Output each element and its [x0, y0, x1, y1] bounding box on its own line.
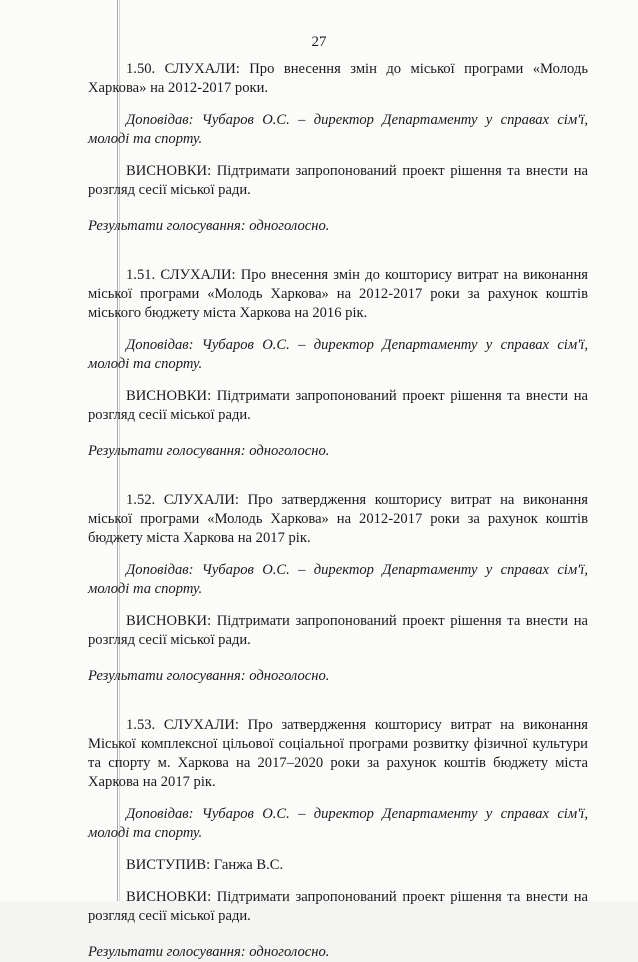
minutes-content	[88, 60, 588, 962]
item-1-50-voting: Результати голосування: одноголосно.	[88, 218, 330, 234]
item-1-53-speaker: ВИСТУПИВ: Ганжа В.С.	[126, 857, 284, 873]
item-1-53-conclusions: ВИСНОВКИ: Підтримати запропонований проект рішення та внести на розгляд сесії міської ради.	[88, 889, 588, 924]
item-1-53-reporter: Доповідав: Чубаров О.С. – директор Департаменту у справах сім'ї, молоді та спорту.	[88, 806, 588, 841]
item-1-51-conclusions: ВИСНОВКИ: Підтримати запропонований проект рішення та внести на розгляд сесії міської ради.	[88, 388, 588, 423]
item-1-51-voting: Результати голосування: одноголосно.	[88, 443, 330, 459]
item-1-50-reporter: Доповідав: Чубаров О.С. – директор Департаменту у справах сім'ї, молоді та спорту.	[88, 112, 588, 147]
item-1-52-reporter: Доповідав: Чубаров О.С. – директор Департаменту у справах сім'ї, молоді та спорту.	[88, 562, 588, 597]
item-1-51-heard: 1.51. СЛУХАЛИ: Про внесення змін до кошторису витрат на виконання міської програми «Молодь Харкова» на 2012-2017 роки за рахунок коштів міського бюджету міста Харкова на 2016 рік.	[88, 267, 588, 321]
item-1-50-conclusions: ВИСНОВКИ: Підтримати запропонований проект рішення та внести на розгляд сесії міської ради.	[88, 163, 588, 198]
page-number: 27	[311, 34, 327, 50]
item-1-53-heard: 1.53. СЛУХАЛИ: Про затвердження кошторису витрат на виконання Міської комплексної цільової соціальної програми розвитку фізичної культури та спорту м. Харкова на 2017–2020 роки за рахунок коштів бюджету міста Харкова на 2017 рік.	[88, 717, 588, 790]
item-1-52-voting: Результати голосування: одноголосно.	[88, 668, 330, 684]
item-1-52-heard: 1.52. СЛУХАЛИ: Про затвердження кошторису витрат на виконання міської програми «Молодь Харкова» на 2012-2017 роки за рахунок коштів бюджету міста Харкова на 2017 рік.	[88, 492, 588, 546]
item-1-52-conclusions: ВИСНОВКИ: Підтримати запропонований проект рішення та внести на розгляд сесії міської ради.	[88, 613, 588, 648]
item-1-51-reporter: Доповідав: Чубаров О.С. – директор Департаменту у справах сім'ї, молоді та спорту.	[88, 337, 588, 372]
item-1-50-heard: 1.50. СЛУХАЛИ: Про внесення змін до міської програми «Молодь Харкова» на 2012-2017 роки.	[88, 61, 588, 96]
item-1-53-voting: Результати голосування: одноголосно.	[88, 944, 330, 960]
